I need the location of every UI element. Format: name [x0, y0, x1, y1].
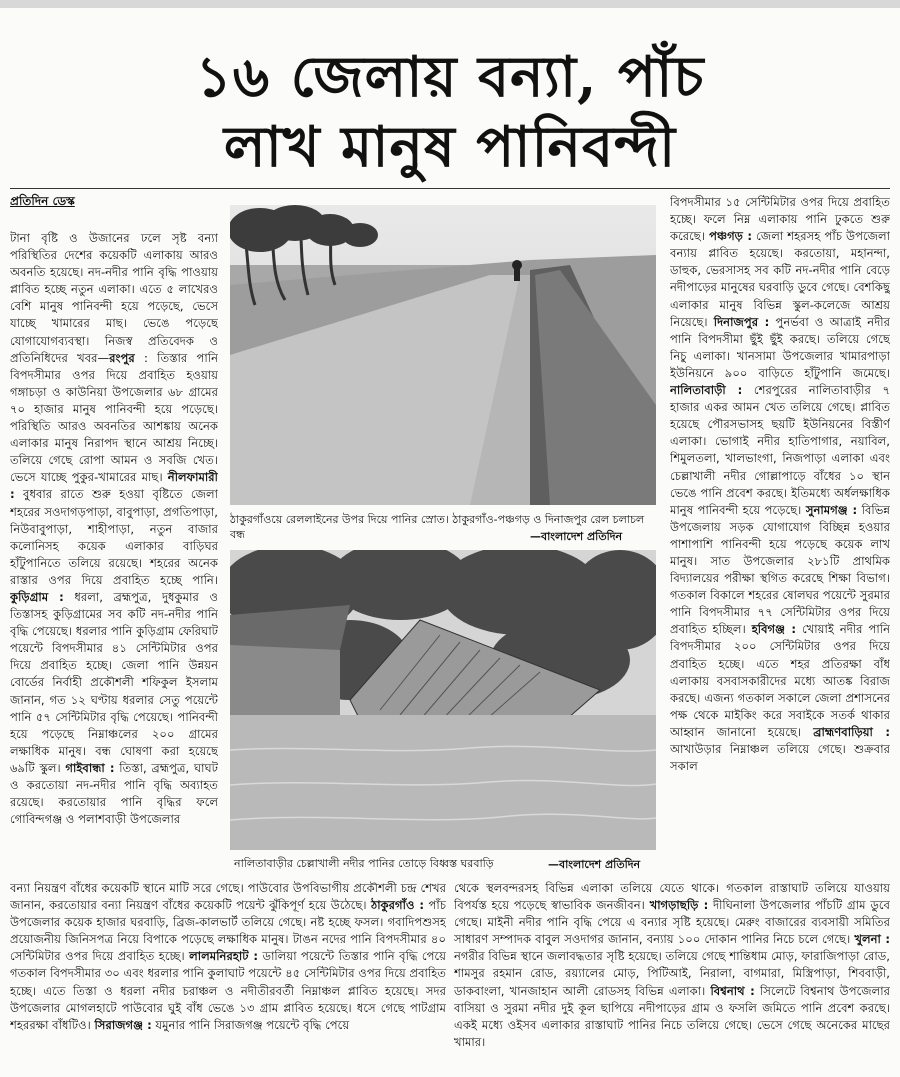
- headline-line-2: লাখ মানুষ পানিবন্দী: [223, 114, 677, 180]
- photo1-caption: ঠাকুরগাঁওয়ে রেললাইনের উপর দিয়ে পানির স্রোত। ঠাকুরগাঁও-পঞ্চগড় ও দিনাজপুর রেল চলাচল বন্ধ: [230, 513, 645, 541]
- photo2-credit: —বাংলাদেশ প্রতিদিন: [548, 858, 641, 871]
- photo2-caption: নালিতাবাড়ীর চেল্লাখালী নদীর পানির তোড়ে বিধ্বস্ত ঘরবাড়ি: [234, 857, 494, 870]
- column-1-text: টানা বৃষ্টি ও উজানের ঢলে সৃষ্ট বন্যা পরিস্থিতির দেশের কয়েকটি এলাকায় আরও অবনতি হয়েছে। নদ-নদীর পানি বৃদ্ধি পাওয়ায় প্লাবিত হচ্ছে নতুন এলাকা। এতে ৫ লাখেরও বেশি মানুষ পানিবন্দী হয়ে পড়েছে, ভেসে যাচ্ছে খামারের মাছ। ভেঙে পড়েছে যোগাযোগব্যবস্থা। নিজস্ব প্রতিবেদক ও প্রতিনিধিদের খবর—রংপুর : তিস্তার পানি বিপদসীমার ওপর দিয়ে প্রবাহিত হওয়ায় গঙ্গাচড়া ও কাউনিয়া উপজেলার ৬৮ গ্রামের ৭০ হাজার মানুষ পানিবন্দী হয়ে পড়েছে। পরিস্থিতি আরও অবনতির আশঙ্কায় অনেক এলাকার মানুষ নিরাপদ স্থানে আশ্রয় নিচ্ছে। তলিয়ে গেছে রোপা আমন ও সবজি খেত। ভেসে যাচ্ছে পুকুর-খামারের মাছ। নীলফামারী : বুধবার রাতে শুরু হওয়া বৃষ্টিতে জেলা শহরের সওদাগড়পাড়া, বাবুপাড়া, প্রগতিপাড়া, নিউবাবুপাড়া, শাহীপাড়া, নতুন বাজার কলোনিসহ কয়েক এলাকার বাড়িঘর হাঁটুপানিতে তলিয়ে রয়েছে। শহরের অনেক রাস্তার ওপর দিয়ে প্রবাহিত হচ্ছে পানি। কুড়িগ্রাম : ধরলা, ব্রহ্মপুত্র, দুধকুমার ও তিস্তাসহ কুড়িগ্রামের সব কটি নদ-নদীর পানি বৃদ্ধি পেয়েছে। ধরলার পানি কুড়িগ্রাম ফেরিঘাট পয়েন্টে বিপদসীমার ৪১ সেন্টিমিটার ওপর দিয়ে প্রবাহিত হচ্ছে। জেলা পানি উন্নয়ন বোর্ডের নির্বাহী প্রকৌশলী শফিকুল ইসলাম জানান, গত ১২ ঘণ্টায় ধরলার সেতু পয়েন্টে পানি ৫৭ সেন্টিমিটার বৃদ্ধি পেয়েছে। পানিবন্দী হয়ে পড়েছে নিম্নাঞ্চলের ২০০ গ্রামের লক্ষাধিক মানুষ। বন্ধ ঘোষণা করা হয়েছে ৬৯টি স্কুল। গাইবান্ধা : তিস্তা, ব্রহ্মপুত্র, ঘাঘট ও করতোয়া নদ-নদীর পানি বৃদ্ধি অব্যাহত রয়েছে। করতোয়ার পানি বৃদ্ধির ফলে গোবিন্দগঞ্জ ও পলাশবাড়ী উপজেলার: [10, 231, 218, 827]
- article-bottom-left: [10, 880, 446, 1070]
- headline-line-1: ১৬ জেলায় বন্যা, পাঁচ: [195, 44, 705, 110]
- bottom-right-text: থেকে স্থলবন্দরসহ বিভিন্ন এলাকা তলিয়ে যেতে থাকে। গতকাল রাস্তাঘাট তলিয়ে যাওয়ায় বিপর্যস্ত হয়ে পড়েছে স্বাভাবিক জনজীবন। খাগড়াছড়ি : দীঘিনালা উপজেলার পাঁচটি গ্রাম ডুবে গেছে। মাইনী নদীর পানি বৃদ্ধি পেয়ে এ বন্যার সৃষ্টি হয়েছে। মেরুং বাজারের ব্যবসায়ী সমিতির সাধারণ সম্পাদক বাবুল সওদাগর জানান, বন্যায় ১০০ দোকান পানির নিচে চলে গেছে। খুলনা : নগরীর বিভিন্ন স্থানে জলাবদ্ধতার সৃষ্টি হয়েছে। তলিয়ে গেছে শান্তিধাম মোড়, ফারাজিপাড়া রোড, শামসুর রহমান রোড, রয়্যালের মোড়, পিটিআই, নিরালা, বাগমারা, মিস্ত্রিপাড়া, শিববাড়ী, ডাকবাংলা, খানজাহান আলী রোডসহ বিভিন্ন এলাকা। বিশ্বনাথ : সিলেটে বিশ্বনাথ উপজেলার বাসিয়া ও সুরমা নদীর দুই কূল ছাপিয়ে নদীপাড়ের গ্রাম ও ফসলি জমিতে পানি প্রবেশ করছে। একই মধ্যে ওইসব এলাকার রাস্তাঘাট পানির নিচে তলিয়ে গেছে। ভেসে গেছে অনেকের মাছের খামার।: [454, 881, 890, 1049]
- byline: প্রতিদিন ডেস্ক: [10, 194, 75, 208]
- photo-flooded-railway: [230, 205, 656, 505]
- article-bottom-right: [454, 880, 890, 1070]
- article-column-3: [670, 194, 890, 878]
- top-strip: [0, 0, 900, 8]
- bottom-left-text: বন্যা নিয়ন্ত্রণ বাঁধের কয়েকটি স্থানে মাটি সরে গেছে। পাউবোর উপবিভাগীয় প্রকৌশলী চন্দ্র শেখর জানান, করতোয়ার বন্যা নিয়ন্ত্রণ বাঁধের কয়েকটি পয়েন্ট ঝুঁকিপূর্ণ হয়ে উঠেছে। ঠাকুরগাঁও : পাঁচ উপজেলার কয়েক হাজার ঘরবাড়ি, ব্রিজ-কালভার্ট তলিয়ে গেছে। নষ্ট হচ্ছে ফসল। গবাদিপশুসহ প্রয়োজনীয় জিনিসপত্র নিয়ে বিপাকে পড়েছে লক্ষাধিক মানুষ। টাঙন নদের পানি বিপদসীমার ৪০ সেন্টিমিটার ওপর দিয়ে প্রবাহিত হচ্ছে। লালমনিরহাট : ডালিয়া পয়েন্টে তিস্তার পানি বৃদ্ধি পেয়ে গতকাল বিপদসীমার ৩০ এবং ধরলার পানি কুলাঘাট পয়েন্টে ৪৫ সেন্টিমিটার ওপর দিয়ে প্রবাহিত হচ্ছে। এতে তিস্তা ও ধরলা নদীর চরাঞ্চল ও নদীতীরবর্তী নিম্নাঞ্চল প্লাবিত হয়েছে। সদর উপজেলার মোগলহাটে পাউবোর ঘুই বাঁধ ভেঙে ১৩ গ্রাম প্লাবিত হয়েছে। ধসে গেছে পাটগ্রাম শহররক্ষা বাঁধটিও। সিরাজগঞ্জ : যমুনার পানি সিরাজগঞ্জ পয়েন্টে বৃদ্ধি পেয়ে: [10, 881, 446, 1032]
- photo-collapsed-house: [230, 550, 656, 850]
- headline-rule: [10, 188, 890, 189]
- photo1-credit: —বাংলাদেশ প্রতিদিন: [530, 530, 623, 543]
- article-column-1: [10, 230, 218, 878]
- column-3-text: বিপদসীমার ১৫ সেন্টিমিটার ওপর দিয়ে প্রবাহিত হচ্ছে। ফলে নিম্ন এলাকায় পানি ঢুকতে শুরু করেছে। পঞ্চগড় : জেলা শহরসহ পাঁচ উপজেলা বন্যায় প্লাবিত হয়েছে। করতোয়া, মহানন্দা, ডাহুক, ভেরসাসহ সব কটি নদ-নদীর পানি বেড়ে নদীপাড়ের মানুষের ঘরবাড়ি ডুবে গেছে। বেশকিছু এলাকার মানুষ বিভিন্ন স্কুল-কলেজে আশ্রয় নিয়েছে। দিনাজপুর : পুনর্ভবা ও আত্রাই নদীর পানি বিপদসীমা ছুঁই ছুঁই করছে। তলিয়ে গেছে নিচু এলাকা। খানসামা উপজেলার খামারপাড়া ইউনিয়নে ৯০০ বাড়িতে হাঁটুপানি জমেছে। নালিতাবাড়ী : শেরপুরের নালিতাবাড়ীর ৭ হাজার একর আমন খেত তলিয়ে গেছে। প্লাবিত হয়েছে পৌরসভাসহ ছয়টি ইউনিয়নের বিস্তীর্ণ এলাকা। ভোগাই নদীর হাতিপাগার, নয়াবিল, শিমুলতলা, খালভাংগা, নিজপাড়া এলাকা এবং চেল্লাখালী নদীর গোল্লাপাড়ে বাঁধের ১০ স্থান ভেঙে পানি প্রবেশ করছে। ইতিমধ্যে অর্ধলক্ষাধিক মানুষ পানিবন্দী হয়ে পড়েছে। সুনামগঞ্জ : বিভিন্ন উপজেলায় সড়ক যোগাযোগ বিচ্ছিন্ন হওয়ার পাশাপাশি পানিবন্দী হয়ে পড়েছে কয়েক লাখ মানুষ। সাত উপজেলার ২৮১টি প্রাথমিক বিদ্যালয়ের পরীক্ষা স্থগিত করেছে শিক্ষা বিভাগ। গতকাল বিকালে শহরের ষোলঘর পয়েন্টে সুরমার পানি বিপদসীমার ৭৭ সেন্টিমিটার ওপর দিয়ে প্রবাহিত হচ্ছিল। হবিগঞ্জ : খোয়াই নদীর পানি বিপদসীমার ২০০ সেন্টিমিটার ওপর দিয়ে প্রবাহিত হচ্ছে। এতে শহর প্রতিরক্ষা বাঁধ এলাকায় বসবাসকারীদের মধ্যে আতঙ্ক বিরাজ করছে। এজন্য গতকাল সকালে জেলা প্রশাসনের পক্ষ থেকে মাইকিং করে সবাইকে সতর্ক থাকার আহ্বান জানানো হয়েছে। ব্রাহ্মণবাড়িয়া : আখাউড়ার নিম্নাঞ্চল তলিয়ে গেছে। শুক্রবার সকাল: [670, 195, 890, 774]
